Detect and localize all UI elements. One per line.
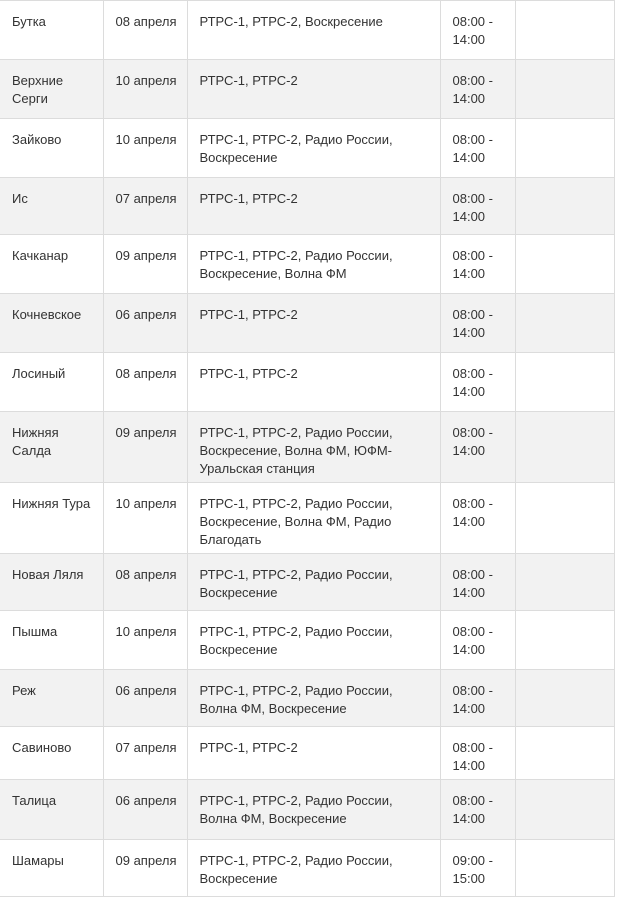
time-cell: 08:00 - 14:00 — [440, 554, 515, 611]
channels-cell: РТРС-1, РТРС-2 — [187, 60, 440, 119]
town-cell: Верхние Серги — [0, 60, 103, 119]
note-cell — [515, 412, 614, 483]
date-cell: 07 апреля — [103, 727, 187, 780]
time-cell: 08:00 - 14:00 — [440, 353, 515, 412]
time-cell: 08:00 - 14:00 — [440, 119, 515, 178]
table-row — [0, 178, 614, 235]
table-row — [0, 235, 614, 294]
date-cell: 10 апреля — [103, 60, 187, 119]
date-cell: 06 апреля — [103, 294, 187, 353]
date-cell: 07 апреля — [103, 178, 187, 235]
note-cell — [515, 1, 614, 60]
channels-cell: РТРС-1, РТРС-2, Воскресение — [187, 1, 440, 60]
note-cell — [515, 780, 614, 840]
channels-cell: РТРС-1, РТРС-2, Радио России, Воскресение — [187, 554, 440, 611]
date-cell: 09 апреля — [103, 235, 187, 294]
channels-cell: РТРС-1, РТРС-2, Радио России, Воскресение, Волна ФМ, ЮФМ-Уральская станция — [187, 412, 440, 483]
table-row — [0, 60, 614, 119]
town-cell: Ис — [0, 178, 103, 235]
time-cell: 09:00 - 15:00 — [440, 840, 515, 897]
note-cell — [515, 670, 614, 727]
table-row — [0, 840, 614, 897]
time-cell: 08:00 - 14:00 — [440, 178, 515, 235]
note-cell — [515, 178, 614, 235]
channels-cell: РТРС-1, РТРС-2, Радио России, Воскресение — [187, 611, 440, 670]
town-cell: Шамары — [0, 840, 103, 897]
time-cell: 08:00 - 14:00 — [440, 670, 515, 727]
time-cell: 08:00 - 14:00 — [440, 483, 515, 554]
town-cell: Талица — [0, 780, 103, 840]
note-cell — [515, 611, 614, 670]
date-cell: 06 апреля — [103, 780, 187, 840]
channels-cell: РТРС-1, РТРС-2 — [187, 178, 440, 235]
channels-cell: РТРС-1, РТРС-2, Радио России, Воскресение — [187, 840, 440, 897]
note-cell — [515, 483, 614, 554]
table-row — [0, 554, 614, 611]
town-cell: Кочневское — [0, 294, 103, 353]
time-cell: 08:00 - 14:00 — [440, 412, 515, 483]
table-row — [0, 727, 614, 780]
time-cell: 08:00 - 14:00 — [440, 60, 515, 119]
time-cell: 08:00 - 14:00 — [440, 294, 515, 353]
time-cell: 08:00 - 14:00 — [440, 727, 515, 780]
town-cell: Бутка — [0, 1, 103, 60]
date-cell: 08 апреля — [103, 554, 187, 611]
note-cell — [515, 294, 614, 353]
town-cell: Нижняя Тура — [0, 483, 103, 554]
date-cell: 08 апреля — [103, 1, 187, 60]
channels-cell: РТРС-1, РТРС-2, Радио России, Воскресение, Волна ФМ — [187, 235, 440, 294]
town-cell: Савиново — [0, 727, 103, 780]
note-cell — [515, 119, 614, 178]
note-cell — [515, 554, 614, 611]
town-cell: Новая Ляля — [0, 554, 103, 611]
town-cell: Реж — [0, 670, 103, 727]
table-row — [0, 119, 614, 178]
channels-cell: РТРС-1, РТРС-2, Радио России, Воскресение — [187, 119, 440, 178]
time-cell: 08:00 - 14:00 — [440, 235, 515, 294]
table-row — [0, 483, 614, 554]
town-cell: Качканар — [0, 235, 103, 294]
table-row — [0, 611, 614, 670]
channels-cell: РТРС-1, РТРС-2, Радио России, Волна ФМ, Воскресение — [187, 780, 440, 840]
table-row — [0, 353, 614, 412]
time-cell: 08:00 - 14:00 — [440, 780, 515, 840]
table-row — [0, 412, 614, 483]
date-cell: 08 апреля — [103, 353, 187, 412]
date-cell: 10 апреля — [103, 611, 187, 670]
note-cell — [515, 235, 614, 294]
date-cell: 06 апреля — [103, 670, 187, 727]
schedule-table-body — [0, 1, 614, 897]
time-cell: 08:00 - 14:00 — [440, 1, 515, 60]
date-cell: 09 апреля — [103, 840, 187, 897]
channels-cell: РТРС-1, РТРС-2, Радио России, Воскресение, Волна ФМ, Радио Благодать — [187, 483, 440, 554]
table-row — [0, 294, 614, 353]
note-cell — [515, 840, 614, 897]
channels-cell: РТРС-1, РТРС-2, Радио России, Волна ФМ, Воскресение — [187, 670, 440, 727]
channels-cell: РТРС-1, РТРС-2 — [187, 727, 440, 780]
town-cell: Зайково — [0, 119, 103, 178]
channels-cell: РТРС-1, РТРС-2 — [187, 294, 440, 353]
date-cell: 10 апреля — [103, 483, 187, 554]
date-cell: 09 апреля — [103, 412, 187, 483]
town-cell: Лосиный — [0, 353, 103, 412]
note-cell — [515, 60, 614, 119]
table-row — [0, 1, 614, 60]
note-cell — [515, 727, 614, 780]
table-row — [0, 670, 614, 727]
date-cell: 10 апреля — [103, 119, 187, 178]
note-cell — [515, 353, 614, 412]
town-cell: Нижняя Салда — [0, 412, 103, 483]
table-row — [0, 780, 614, 840]
channels-cell: РТРС-1, РТРС-2 — [187, 353, 440, 412]
time-cell: 08:00 - 14:00 — [440, 611, 515, 670]
town-cell: Пышма — [0, 611, 103, 670]
